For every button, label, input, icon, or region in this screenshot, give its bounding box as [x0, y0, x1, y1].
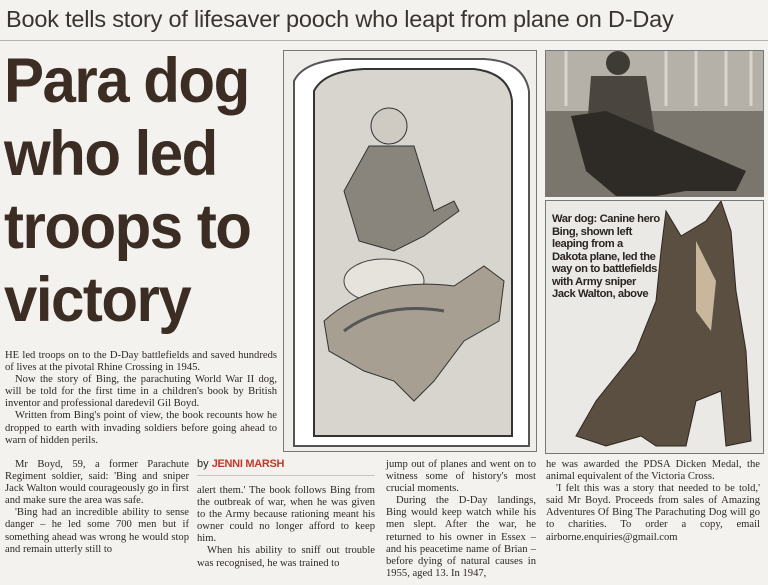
headline-line: victory	[4, 264, 191, 335]
headline-line: who led	[4, 118, 217, 189]
photo-alsatian-bing	[545, 200, 764, 454]
paragraph: Now the story of Bing, the parachuting World War II dog, will be told for the first time in a children's book by British inventor and professional daredevil Gil Boyd.	[5, 374, 277, 410]
photo-caption: War dog: Canine hero Bing, shown left leaping from a Dakota plane, led the way on to battlefields with Army sniper Jack Walton, above	[552, 213, 660, 300]
kicker-headline: Book tells story of lifesaver pooch who leapt from plane on D-Day	[6, 6, 674, 32]
headline-line: troops to	[4, 191, 251, 262]
headline-line: Para dog	[4, 45, 249, 116]
divider	[0, 40, 768, 41]
illustration-dog-leaping-from-plane	[283, 50, 537, 452]
byline-prefix: by	[197, 458, 209, 470]
paragraph: jump out of planes and went on to witness some of history's most crucial moments.	[386, 459, 536, 495]
paragraph: During the D-Day landings, Bing would keep watch while his men slept. After the war, he returned to his owner in Essex – and his peacetime name of Brian – before dying of natural causes in 1955, aged 13. In 1947,	[386, 495, 536, 579]
paragraph: alert them.' The book follows Bing from the outbreak of war, when he was given to the Army because rationing meant his owner could no longer afford to keep him.	[197, 485, 375, 545]
byline	[197, 458, 375, 476]
paragraph: HE led troops on to the D-Day battlefields and saved hundreds of lives at the pivotal Rhine Crossing in 1945.	[5, 350, 277, 374]
paragraph: Mr Boyd, 59, a former Parachute Regiment soldier, said: 'Bing and sniper Jack Walton would courageously go in first and make sure the area was safe.	[5, 459, 189, 507]
paragraph: 'Bing had an incredible ability to sense danger – he led some 700 men but if something ahead was wrong he would stop and remain utterly still to	[5, 507, 189, 555]
paragraph: When his ability to sniff out trouble was recognised, he was trained to	[197, 545, 375, 569]
main-headline	[4, 44, 280, 336]
intro-text	[5, 350, 277, 447]
article-column-2	[197, 485, 375, 570]
article-column-3	[386, 459, 536, 580]
byline-author: JENNI MARSH	[211, 458, 285, 470]
article-column-4	[546, 459, 760, 544]
article-column-1	[5, 459, 189, 556]
paragraph: Written from Bing's point of view, the book recounts how he dropped to earth with invading soldiers before going ahead to warn of hidden perils.	[5, 410, 277, 446]
paragraph: he was awarded the PDSA Dicken Medal, the animal equivalent of the Victoria Cross.	[546, 459, 760, 483]
paragraph: 'I felt this was a story that needed to be told,' said Mr Boyd. Proceeds from sales of Amazing Adventures Of Bing The Parachuting Dog will go to charities. To order a copy, email airborne.enquiries@gmail.com	[546, 483, 760, 543]
photo-sniper-with-dog	[545, 50, 764, 197]
